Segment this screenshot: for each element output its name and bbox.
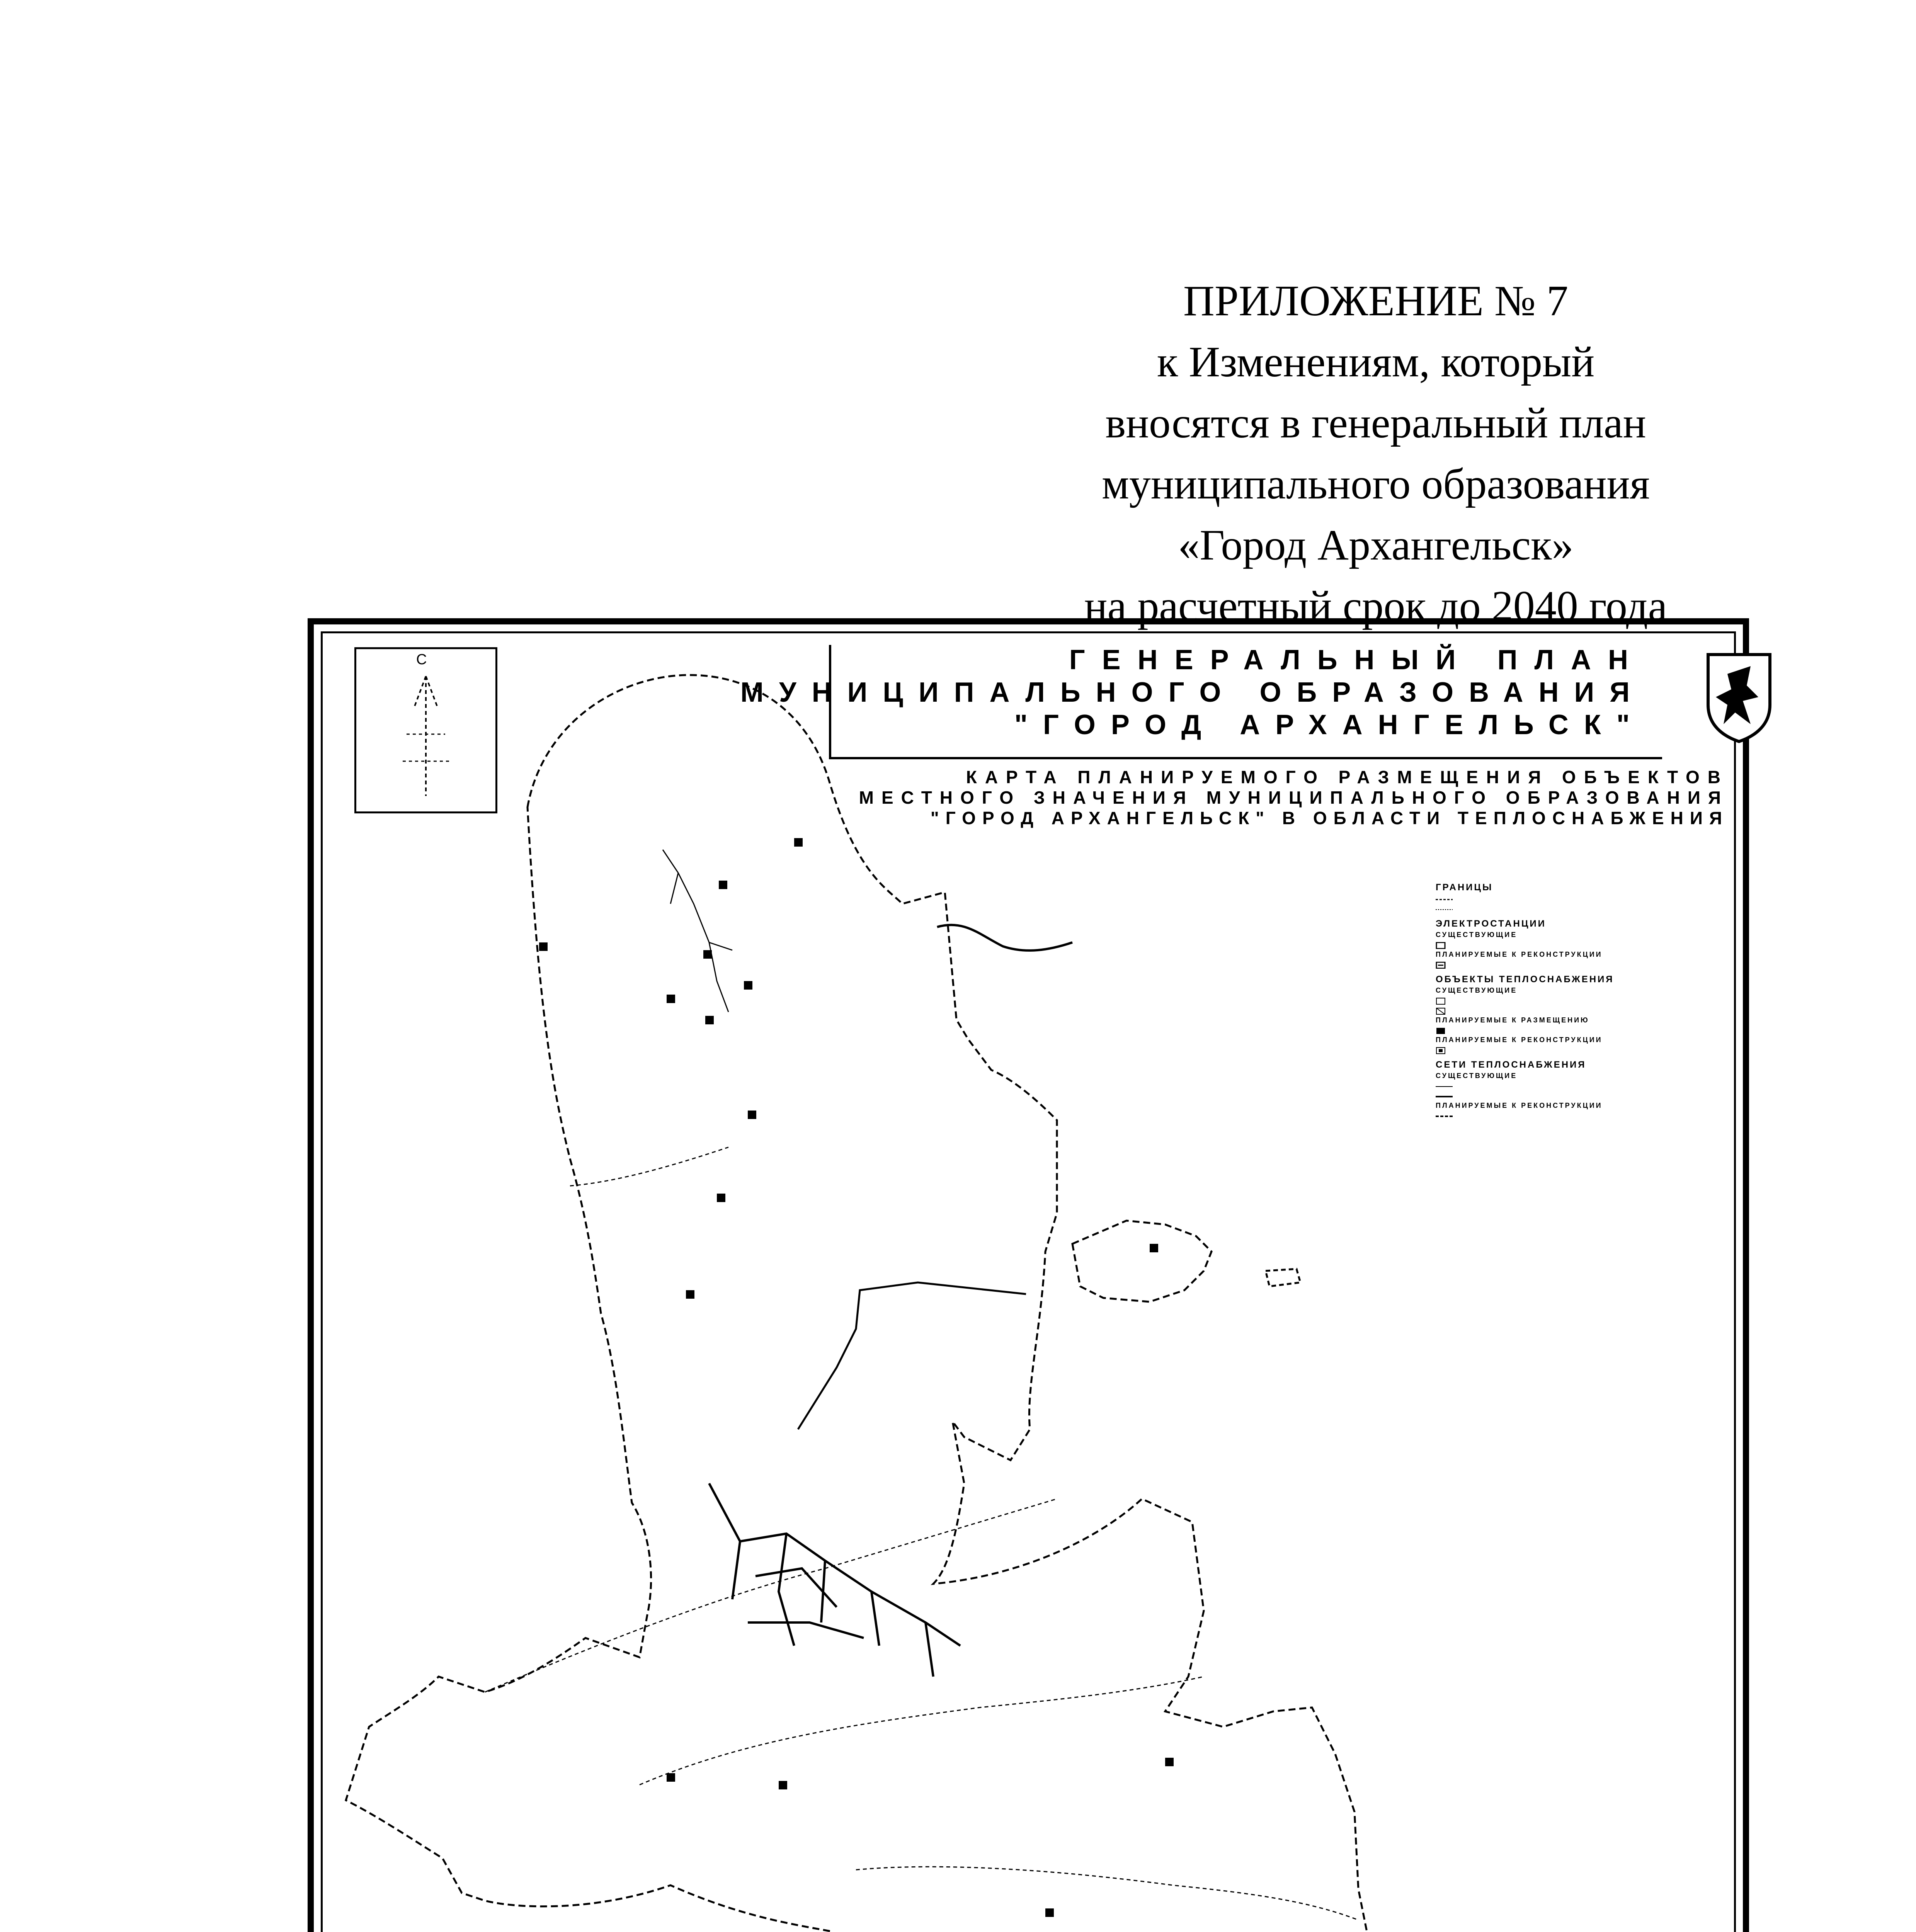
heat-object-marker [719, 881, 727, 889]
heat-network-north [663, 850, 732, 1012]
heat-object-marker [1165, 1758, 1174, 1766]
internal-line-3 [856, 1867, 1358, 1920]
legend-borders-heading: ГРАНИЦЫ [1436, 882, 1493, 893]
heat-object-marker [779, 1781, 787, 1789]
heat-object-marker [703, 950, 712, 959]
reconstructed-boiler-icon [1436, 1047, 1453, 1054]
heat-object-marker [539, 942, 548, 951]
annex-line-3: вносятся в генеральный план [1105, 399, 1646, 447]
annex-line-6: на расчетный срок до 2040 года [1084, 582, 1668, 630]
map-subtitle-line-3: "ГОРОД АРХАНГЕЛЬСК" В ОБЛАСТИ ТЕПЛОСНАБЖЕНИЯ [930, 808, 1729, 828]
city-boundary [346, 675, 1374, 1932]
compass-arrow-icon [356, 649, 495, 811]
annex-line-4: муниципального образования [1101, 460, 1650, 508]
heat-object-marker [717, 1194, 725, 1202]
coat-of-arms-icon [1704, 651, 1774, 743]
annex-heading [966, 270, 1785, 637]
heat-object-marker [705, 1016, 714, 1024]
power-plant-icon [1436, 942, 1453, 949]
annex-number: ПРИЛОЖЕНИЕ № 7 [1183, 277, 1568, 325]
internal-line-4 [570, 1147, 728, 1186]
heat-network-line-icon [1436, 1083, 1453, 1090]
legend-power-heading: ЭЛЕКТРОСТАНЦИИ [1436, 918, 1546, 929]
legend-heat-row-4 [1436, 1047, 1737, 1054]
river-line [937, 925, 1072, 951]
annex-line-2: к Изменениям, который [1157, 338, 1595, 386]
island-boundary [1072, 1221, 1212, 1302]
internal-line-1 [485, 1499, 1057, 1692]
heat-object-marker [794, 838, 803, 847]
legend-heat-planned-recon: ПЛАНИРУЕМЫЕ К РЕКОНСТРУКЦИИ [1436, 1036, 1603, 1044]
legend-heat-row-1 [1436, 998, 1737, 1005]
map-title-line-2: МУНИЦИПАЛЬНОГО ОБРАЗОВАНИЯ [740, 677, 1645, 708]
heat-object-marker [744, 981, 752, 990]
heat-object-marker [667, 995, 675, 1003]
heat-object-marker [1150, 1244, 1158, 1252]
map-legend [1436, 877, 1737, 1120]
legend-power-row [1436, 942, 1737, 949]
internal-line-2 [640, 1677, 1204, 1785]
map-title-line-1: ГЕНЕРАЛЬНЫЙ ПЛАН [1069, 645, 1645, 675]
legend-heat-heading: ОБЪЕКТЫ ТЕПЛОСНАБЖЕНИЯ [1436, 974, 1614, 985]
annex-line-5: «Город Архангельск» [1178, 521, 1574, 569]
legend-border-row [1436, 896, 1737, 903]
city-border-line-icon [1436, 896, 1453, 903]
heat-object-marker [686, 1290, 694, 1299]
legend-nets-heading: СЕТИ ТЕПЛОСНАБЖЕНИЯ [1436, 1060, 1586, 1070]
legend-border-row-2 [1436, 906, 1737, 913]
legend-nets-row-2 [1436, 1093, 1737, 1100]
legend-heat-planned-place: ПЛАНИРУЕМЫЕ К РАЗМЕЩЕНИЮ [1436, 1016, 1589, 1024]
heat-object-marker [748, 1111, 756, 1119]
legend-heat-row-2 [1436, 1008, 1737, 1015]
district-border-line-icon [1436, 906, 1453, 913]
power-plant-planned-icon [1436, 962, 1453, 969]
legend-power-planned: ПЛАНИРУЕМЫЕ К РЕКОНСТРУКЦИИ [1436, 951, 1603, 958]
enclave-boundary [1266, 1269, 1300, 1286]
map-subtitle-line-2: МЕСТНОГО ЗНАЧЕНИЯ МУНИЦИПАЛЬНОГО ОБРАЗОВАНИЯ [859, 787, 1729, 808]
planned-boiler-icon [1436, 1027, 1453, 1034]
legend-power-existing: СУЩЕСТВУЮЩИЕ [1436, 931, 1518, 939]
street-network [709, 1483, 960, 1677]
legend-nets-existing: СУЩЕСТВУЮЩИЕ [1436, 1072, 1518, 1080]
heat-main-line-icon [1436, 1093, 1453, 1100]
heat-point-icon [1436, 1008, 1453, 1015]
legend-heat-existing: СУЩЕСТВУЮЩИЕ [1436, 986, 1518, 994]
legend-nets-row-3 [1436, 1113, 1737, 1120]
legend-nets-planned: ПЛАНИРУЕМЫЕ К РЕКОНСТРУКЦИИ [1436, 1102, 1603, 1109]
planned-network-line-icon [1436, 1113, 1453, 1120]
transmission-line [798, 1282, 1026, 1429]
north-label: С [416, 651, 427, 668]
heat-objects [539, 838, 1382, 1932]
legend-power-planned-row [1436, 962, 1737, 969]
boiler-house-icon [1436, 998, 1453, 1005]
heat-object-marker [667, 1773, 675, 1782]
map-subtitle-line-1: КАРТА ПЛАНИРУЕМОГО РАЗМЕЩЕНИЯ ОБЪЕКТОВ [966, 767, 1729, 787]
map-title-line-3: "ГОРОД АРХАНГЕЛЬСК" [1014, 709, 1645, 740]
map-sheet [308, 618, 1749, 1932]
heat-object-marker [1045, 1908, 1054, 1917]
map-inner-frame [321, 631, 1736, 1932]
compass-inset [354, 647, 497, 813]
legend-heat-row-3 [1436, 1027, 1737, 1034]
legend-nets-row-1 [1436, 1083, 1737, 1090]
